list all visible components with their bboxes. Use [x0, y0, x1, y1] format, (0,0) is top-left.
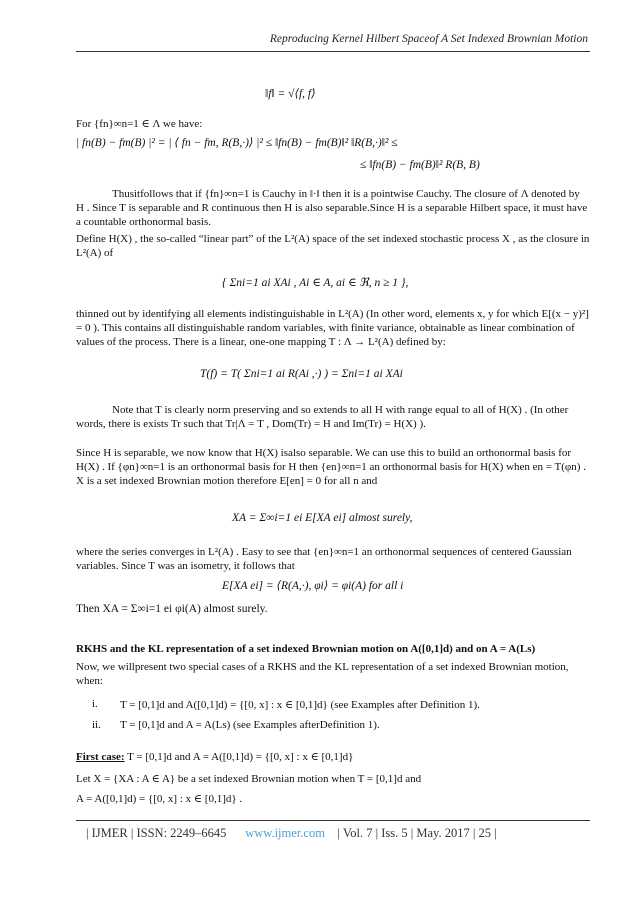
T-mapping-formula: T(f) = T( Σni=1 ai R(Ai ,·) ) = Σni=1 ai XAi: [200, 368, 403, 380]
inequality-line-2: ≤ ‖fn(B) − fm(B)‖² R(B, B): [360, 159, 480, 171]
footer-issue: | Vol. 7 | Iss. 5 | May. 2017 | 25 |: [337, 826, 497, 840]
XA-expansion-formula: XA = Σ∞i=1 ei E[XA ei] almost surely,: [232, 512, 413, 524]
last-line-2: A = A([0,1]d) = {[0, x] : x ∈ [0,1]d} .: [76, 793, 243, 805]
list-item-i-number: i.: [92, 698, 98, 710]
footer-rule: [76, 820, 590, 821]
list-item-i: T = [0,1]d and A([0,1]d) = {[0, x] : x ∈ [0,1]d} (see Examples after Definition 1).: [120, 699, 480, 711]
last-line-1: Let X = {XA : A ∈ A} be a set indexed Brownian motion when T = [0,1]d and: [76, 773, 422, 785]
paragraph-thinned: thinned out by identifying all elements indistinguishable in L²(A) (In other word, elements x, y for which E[(x − y)²] = 0 ). This contains all distinguishable random variables, with finite variance, obtainable as linear combination of values of the process. There is a linear, one-one mapping T : Λ → L²(A) defined by:: [76, 308, 589, 348]
paragraph-norm-preserving: Note that T is clearly norm preserving and so extends to all H with range equal to all of H(X) . (In other words, there is exists Tr such that Tr|Λ = T , Dom(Tr) = H and Im(Tr) = H(X) ).: [76, 404, 569, 430]
header-rule: [76, 51, 590, 52]
paragraph-cauchy: Thusitfollows that if {fn}∞n=1 is Cauchy in ‖·‖ then it is a pointwise Cauchy. The closure of Λ denoted by H . Since T is separable and R continuous then H is also separable.Since H is a separable Hilbert space, it must have a countable orthonormal basis.: [76, 188, 588, 228]
for-line: For {fn}∞n=1 ∈ Λ we have:: [76, 118, 203, 130]
paragraph-series: where the series converges in L²(A) . Easy to see that {en}∞n=1 an orthonormal sequences of centered Gaussian variables. Since T was an isometry, it follows that: [76, 546, 572, 572]
section-heading: RKHS and the KL representation of a set indexed Brownian motion on A([0,1]d) and on A = A(Ls): [76, 643, 536, 655]
norm-definition: ‖f‖ = √⟨f, f⟩: [265, 88, 316, 100]
footer-journal: | IJMER | ISSN: 2249–6645: [86, 826, 227, 840]
paragraph-define: Define H(X) , the so-called “linear part” of the L²(A) space of the set indexed stochastic process X , as the closure in L²(A) of: [76, 233, 590, 259]
list-item-ii-number: ii.: [92, 719, 101, 731]
inequality-line-1: | fn(B) − fm(B) |² = | ⟨ fn − fm, R(B,·)⟩ |² ≤ ‖fn(B) − fm(B)‖² ‖R(B,·)‖² ≤: [76, 137, 398, 149]
set-formula: { Σni=1 ai XAi , Ai ∈ A, ai ∈ ℜ, n ≥ 1 },: [222, 277, 409, 289]
paragraph-separable: Since H is separable, we now know that H(X) isalso separable. We can use this to build an orthonormal basis for H(X) . If {φn}∞n=1 is an orthonormal basis for H then {en}∞n=1 an orthonormal basis for H(X) when en = T(φn) . X is a set indexed Brownian motion therefore E[en] = 0 for all n and: [76, 447, 586, 487]
running-header: Reproducing Kernel Hilbert Spaceof A Set Indexed Brownian Motion: [269, 33, 588, 45]
list-item-ii: T = [0,1]d and A = A(Ls) (see Examples afterDefinition 1).: [120, 719, 380, 731]
first-case-line: [76, 750, 590, 764]
page-footer: [86, 826, 497, 841]
first-case-text: T = [0,1]d and A = A([0,1]d) = {[0, x] : x ∈ [0,1]d}: [127, 751, 354, 763]
E-formula: E[XA ei] = ⟨R(A,·), φi⟩ = φi(A) for all i: [222, 580, 404, 592]
first-case-label: First case:: [76, 751, 125, 763]
then-line: Then XA = Σ∞i=1 ei φi(A) almost surely.: [76, 603, 268, 615]
footer-website-link[interactable]: www.ijmer.com: [245, 826, 325, 840]
paragraph-special-cases: Now, we willpresent two special cases of a RKHS and the KL representation of a set indexed Brownian motion, when:: [76, 661, 569, 687]
